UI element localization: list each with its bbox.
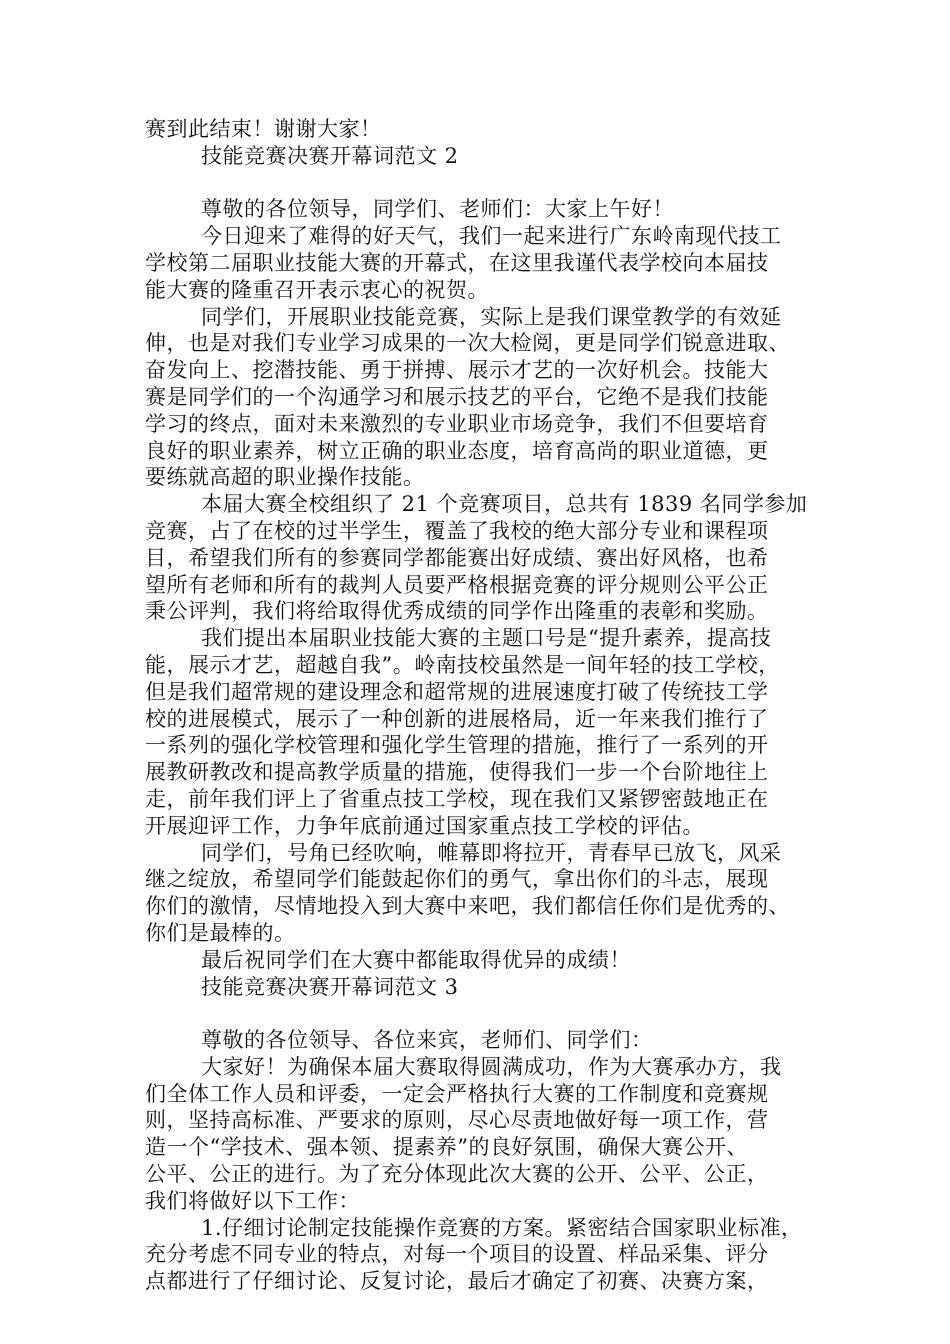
- blank-line: [145, 170, 835, 197]
- paragraph-line: 学习的终点，面对未来激烈的专业职业市场竞争，我们不但要培育: [145, 411, 769, 436]
- paragraph-line: 学校第二届职业技能大赛的开幕式，在这里我谨代表学校向本届技: [145, 250, 769, 275]
- paragraph-line: 公平、公正的进行。为了充分体现此次大赛的公开、公平、公正，: [145, 1162, 769, 1187]
- paragraph-line: 同学们，开展职业技能竞赛，实际上是我们课堂教学的有效延: [201, 304, 782, 329]
- paragraph-line: 能大赛的隆重召开表示衷心的祝贺。: [145, 277, 489, 302]
- paragraph-line: 继之绽放，希望同学们能鼓起你们的勇气，拿出你们的斗志，展现: [145, 867, 769, 892]
- paragraph-line: 赛是同学们的一个沟通学习和展示技艺的平台，它绝不是我们技能: [145, 384, 769, 409]
- paragraph-line: 伸，也是对我们专业学习成果的一次大检阅，更是同学们锐意进取、: [145, 331, 790, 356]
- paragraph-line: 点都进行了仔细讨论、反复讨论，最后才确定了初赛、决赛方案，: [145, 1269, 769, 1294]
- closing-line: 最后祝同学们在大赛中都能取得优异的成绩！: [201, 947, 631, 972]
- paragraph-line: 本届大赛全校组织了 21 个竞赛项目，总共有 1839 名同学参加: [201, 492, 808, 517]
- section-heading: 技能竞赛决赛开幕词范文 2: [201, 143, 459, 168]
- paragraph-line: 们全体工作人员和评委，一定会严格执行大赛的工作制度和竞赛规: [145, 1081, 769, 1106]
- document-page: [145, 116, 835, 1295]
- section-heading: 技能竞赛决赛开幕词范文 3: [201, 974, 459, 999]
- paragraph-line: 我们将做好以下工作：: [145, 1188, 360, 1213]
- paragraph-line: 则，坚持高标准、严要求的原则，尽心尽责地做好每一项工作，营: [145, 1108, 769, 1133]
- salutation: 尊敬的各位领导，同学们、老师们：大家上午好！: [201, 197, 674, 222]
- paragraph-line: 展教研教改和提高教学质量的措施，使得我们一步一个台阶地往上: [145, 760, 769, 785]
- paragraph-line: 要练就高超的职业操作技能。: [145, 465, 425, 490]
- paragraph-line: 能，展示才艺，超越自我”。岭南技校虽然是一间年轻的技工学校，: [145, 652, 780, 677]
- paragraph-line: 望所有老师和所有的裁判人员要严格根据竞赛的评分规则公平公正: [145, 572, 769, 597]
- paragraph-line: 充分考虑不同专业的特点，对每一个项目的设置、样品采集、评分: [145, 1242, 769, 1267]
- blank-line: [145, 1000, 835, 1027]
- text-line: 赛到此结束！谢谢大家！: [145, 117, 382, 141]
- paragraph-line: 奋发向上、挖潜技能、勇于拼搏、展示才艺的一次好机会。技能大: [145, 358, 769, 383]
- paragraph-line: 同学们，号角已经吹响，帷幕即将拉开，青春早已放飞，风采: [201, 840, 782, 865]
- paragraph-line: 我们提出本届职业技能大赛的主题口号是“提升素养，提高技: [201, 626, 772, 651]
- paragraph-line: 竞赛，占了在校的过半学生，覆盖了我校的绝大部分专业和课程项: [145, 518, 769, 543]
- paragraph-line: 良好的职业素养，树立正确的职业态度，培育高尚的职业道德，更: [145, 438, 769, 463]
- salutation: 尊敬的各位领导、各位来宾，老师们、同学们：: [201, 1028, 653, 1053]
- paragraph-line: 造一个“学技术、强本领、提素养”的良好氛围，确保大赛公开、: [145, 1135, 748, 1160]
- paragraph-line: 你们是最棒的。: [145, 920, 296, 945]
- paragraph-line: 开展迎评工作，力争年底前通过国家重点技工学校的评估。: [145, 813, 704, 838]
- paragraph-line: 目，希望我们所有的参赛同学都能赛出好成绩、赛出好风格，也希: [145, 545, 769, 570]
- paragraph-line: 走，前年我们评上了省重点技工学校，现在我们又紧锣密鼓地正在: [145, 786, 769, 811]
- paragraph-line: 今日迎来了难得的好天气，我们一起来进行广东岭南现代技工: [201, 224, 782, 249]
- paragraph-line: 你们的激情，尽情地投入到大赛中来吧，我们都信任你们是优秀的、: [145, 894, 790, 919]
- list-item-line: 1.仔细讨论制定技能操作竞赛的方案。紧密结合国家职业标准，: [201, 1215, 803, 1240]
- paragraph-line: 但是我们超常规的建设理念和超常规的进展速度打破了传统技工学: [145, 679, 769, 704]
- paragraph-line: 秉公评判，我们将给取得优秀成绩的同学作出隆重的表彰和奖励。: [145, 599, 769, 624]
- paragraph-line: 大家好！为确保本届大赛取得圆满成功，作为大赛承办方，我: [201, 1054, 782, 1079]
- paragraph-line: 校的进展模式，展示了一种创新的进展格局，近一年来我们推行了: [145, 706, 769, 731]
- paragraph-line: 一系列的强化学校管理和强化学生管理的措施，推行了一系列的开: [145, 733, 769, 758]
